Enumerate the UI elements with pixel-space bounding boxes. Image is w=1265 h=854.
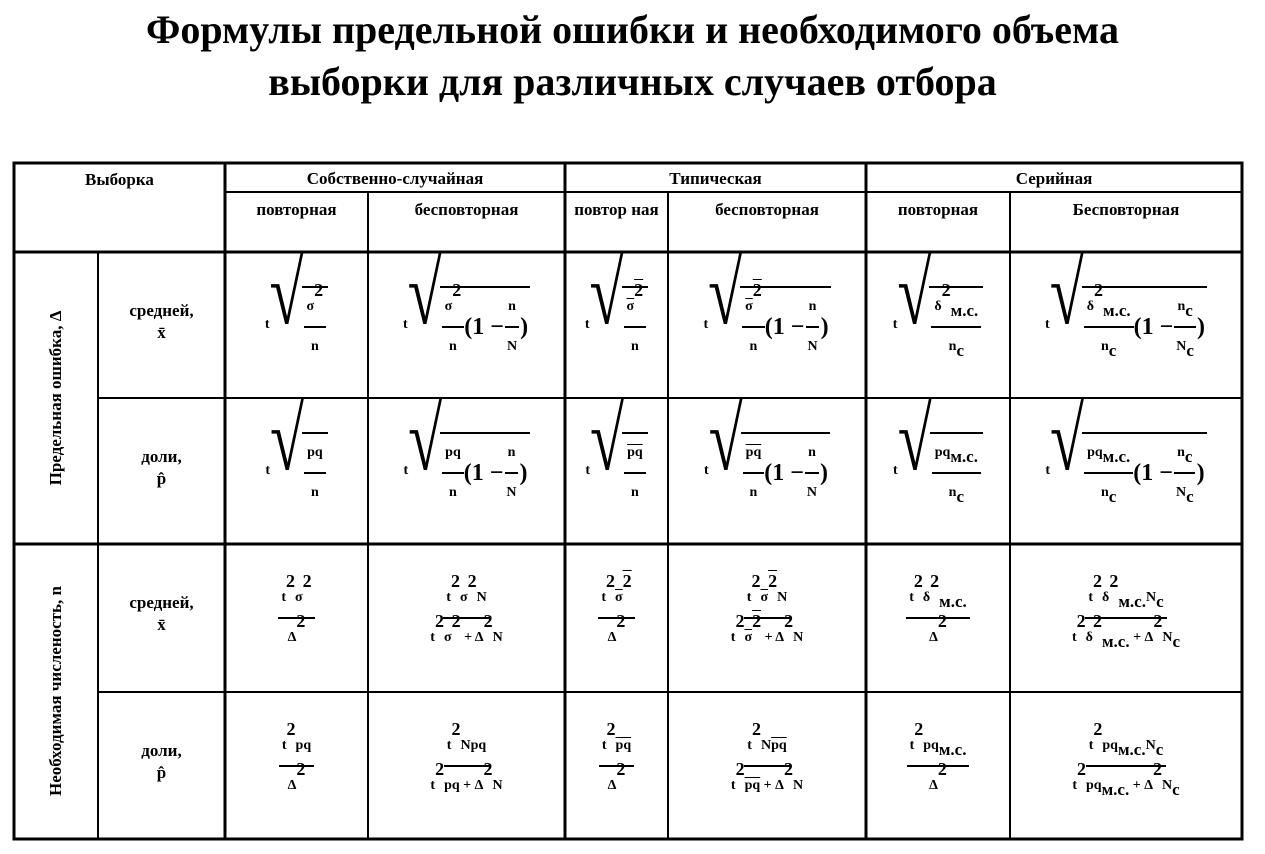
formula-error-share-serial-norepeat: t √ $\frac{pq_{м.с.}}{n_c}$ (1 − $\frac{n_c}{N_c}$ ) bbox=[1010, 398, 1242, 544]
row-label-share-1: доли, p̂ bbox=[141, 447, 182, 488]
title-line-1: Формулы предельной ошибки и необходимого объема bbox=[146, 7, 1119, 52]
header-subcol-2: бесповторная bbox=[414, 200, 519, 219]
formula-size-mean-random-repeat: $\frac{t^2\sigma^2}{\Delta^2}$ bbox=[225, 544, 368, 692]
row-label-share-2: доли, p̂ bbox=[141, 741, 182, 782]
header-subcol-4: бесповторная bbox=[715, 200, 819, 219]
formula-size-share-typical-repeat: $\frac{t^2\overline{pq}}{\Delta^2}$ bbox=[565, 692, 668, 839]
title-line-2: выборки для различных случаев отбора bbox=[268, 59, 997, 104]
formula-size-mean-random-norepeat: $\frac{t^2\sigma^2N}{t^2\sigma^2 + \Delta^2N}$ bbox=[430, 571, 503, 645]
formula-size-mean-serial-repeat: $\frac{t^2\delta^2_{м.с.}}{\Delta^2}$ bbox=[866, 544, 1010, 692]
formula-size-share-random-repeat: $\frac{t^2pq}{\Delta^2}$ bbox=[225, 692, 368, 839]
header-group-serial: Серийная bbox=[1015, 169, 1093, 188]
formula-size-mean-serial-norepeat: $\frac{t^2\delta^2_{м.с.}N_c}{t^2\delta^2_{м.с.} + \Delta^2N_c}$ bbox=[1071, 571, 1180, 651]
header-subcol-3: повтор ная bbox=[574, 200, 659, 219]
formula-error-share-serial-repeat: t √ $\frac{pq_{м.с.}}{n_c}$ bbox=[866, 398, 1010, 544]
formula-size-share-serial-repeat: $\frac{t^2pq_{м.с.}}{\Delta^2}$ bbox=[866, 692, 1010, 839]
formula-size-share-typical-norepeat: $\frac{t^2N\overline{pq}}{t^2\overline{pq} + \Delta^2N}$ bbox=[730, 718, 804, 793]
formula-size-mean-typical-norepeat: $\frac{t^2\sigma^2N}{t^2\sigma^2 + \Delta^2N}$ bbox=[730, 571, 804, 645]
formula-error-mean-random-repeat: t √ $\frac{\sigma^2}{n}$ bbox=[225, 252, 368, 398]
formula-error-share-typical-norepeat: t √ $\frac{pq}{n}$ (1 − $\frac{n}{N}$ ) bbox=[668, 398, 866, 544]
header-corner: Выборка bbox=[85, 170, 154, 189]
formula-error-mean-serial-repeat: t √ $\frac{\delta^2_{м.с.}}{n_c}$ bbox=[866, 252, 1010, 398]
section-label-error: Предельная ошибка, Δ bbox=[46, 310, 65, 486]
row-label-mean-2: средней, x̄ bbox=[129, 593, 194, 634]
formula-error-share-random-norepeat: t √ $\frac{pq}{n}$ (1 − $\frac{n}{N}$ ) bbox=[368, 398, 565, 544]
header-subcol-5: повторная bbox=[897, 200, 979, 219]
formula-error-mean-random-norepeat: t √ $\frac{\sigma^2}{n}$ (1 − $\frac{n}{N}$ ) bbox=[368, 252, 565, 398]
header-group-typical: Типическая bbox=[669, 169, 762, 188]
formula-size-share-random-norepeat: $\frac{t^2Npq}{t^2pq + \Delta^2N}$ bbox=[430, 718, 503, 793]
header-group-random: Собственно-случайная bbox=[306, 169, 484, 188]
section-label-size: Необходимая численость, n bbox=[46, 586, 65, 796]
formula-size-share-serial-norepeat: $\frac{t^2pq_{м.с.}N_c}{t^2pq_{м.с.} + \Delta^2N_c}$ bbox=[1072, 718, 1180, 799]
formula-error-mean-typical-repeat: t √ $\frac{\sigma^2}{n}$ bbox=[565, 252, 668, 398]
header-subcol-1: повторная bbox=[256, 200, 337, 219]
row-label-mean-1: средней, x̄ bbox=[129, 301, 194, 342]
formula-error-share-random-repeat: t √ $\frac{pq}{n}$ bbox=[225, 398, 368, 544]
formula-size-mean-typical-repeat: $\frac{t^2\sigma^2}{\Delta^2}$ bbox=[565, 544, 668, 692]
formula-error-mean-serial-norepeat: t √ $\frac{\delta^2_{м.с.}}{n_c}$ (1 − $\frac{n_c}{N_c}$ ) bbox=[1010, 252, 1242, 398]
formula-error-mean-typical-norepeat: t √ $\frac{\sigma^2}{n}$ (1 − $\frac{n}{N}$ ) bbox=[668, 252, 866, 398]
formula-error-share-typical-repeat: t √ $\frac{pq}{n}$ bbox=[565, 398, 668, 544]
header-subcol-6: Бесповторная bbox=[1072, 200, 1180, 219]
